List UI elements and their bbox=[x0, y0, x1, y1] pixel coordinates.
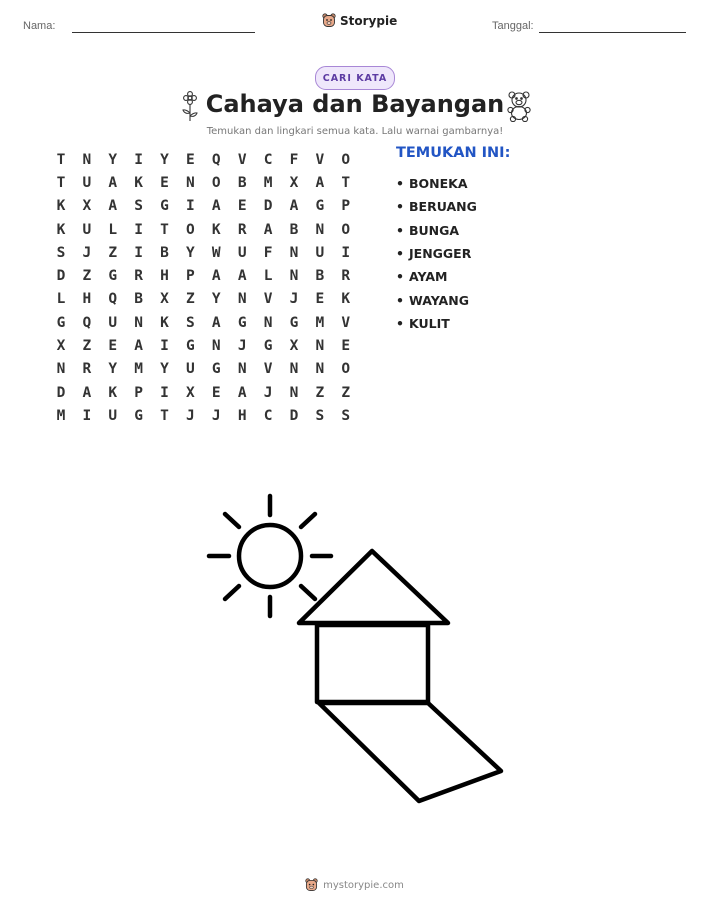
grid-letter[interactable]: V bbox=[341, 314, 351, 331]
grid-letter[interactable]: O bbox=[341, 151, 351, 168]
date-label: Tanggal: bbox=[492, 20, 534, 32]
grid-letter[interactable]: A bbox=[211, 198, 221, 215]
grid-letter[interactable]: Q bbox=[108, 291, 118, 308]
grid-letter[interactable]: P bbox=[341, 198, 351, 215]
bear-logo-icon bbox=[305, 878, 318, 892]
grid-letter[interactable]: U bbox=[186, 361, 195, 378]
word-list-item: • AYAM bbox=[396, 265, 477, 288]
footer bbox=[0, 878, 709, 892]
grid-letter[interactable]: Y bbox=[211, 291, 221, 308]
grid-letter[interactable]: G bbox=[289, 314, 299, 331]
word-search-grid[interactable] bbox=[48, 148, 359, 428]
grid-letter[interactable]: V bbox=[315, 151, 325, 168]
word-list-item: • JENGGER bbox=[396, 242, 477, 265]
house-drawing bbox=[299, 551, 448, 702]
grid-letter[interactable]: D bbox=[56, 268, 66, 285]
grid-letter[interactable]: I bbox=[160, 384, 169, 401]
grid-letter[interactable]: T bbox=[160, 407, 169, 424]
grid-letter[interactable]: N bbox=[82, 151, 92, 168]
grid-letter[interactable]: I bbox=[341, 244, 351, 261]
grid-letter[interactable]: A bbox=[211, 314, 221, 331]
grid-letter[interactable]: K bbox=[56, 198, 66, 215]
grid-letter[interactable]: J bbox=[186, 407, 195, 424]
grid-letter[interactable]: X bbox=[160, 291, 169, 308]
grid-letter[interactable]: H bbox=[237, 407, 247, 424]
grid-letter[interactable]: Y bbox=[160, 151, 169, 168]
grid-letter[interactable]: O bbox=[341, 361, 351, 378]
grid-letter[interactable]: Z bbox=[341, 384, 351, 401]
grid-letter[interactable]: I bbox=[82, 407, 92, 424]
grid-letter[interactable]: G bbox=[160, 198, 169, 215]
grid-letter[interactable]: G bbox=[134, 407, 143, 424]
grid-letter[interactable]: A bbox=[211, 268, 221, 285]
grid-letter[interactable]: N bbox=[315, 361, 325, 378]
grid-letter[interactable]: J bbox=[211, 407, 221, 424]
grid-letter[interactable]: N bbox=[315, 221, 325, 238]
word-list-item: • BUNGA bbox=[396, 219, 477, 242]
grid-letter[interactable]: S bbox=[56, 244, 66, 261]
grid-letter[interactable]: F bbox=[289, 151, 299, 168]
grid-letter[interactable]: F bbox=[263, 244, 273, 261]
grid-letter[interactable]: M bbox=[263, 174, 273, 191]
grid-letter[interactable]: E bbox=[237, 198, 247, 215]
grid-letter[interactable]: N bbox=[289, 361, 299, 378]
grid-letter[interactable]: Z bbox=[315, 384, 325, 401]
grid-letter[interactable]: T bbox=[56, 174, 66, 191]
grid-letter[interactable]: N bbox=[186, 174, 195, 191]
grid-letter[interactable]: G bbox=[56, 314, 66, 331]
grid-letter[interactable]: T bbox=[341, 174, 351, 191]
word-list-item: • BERUANG bbox=[396, 195, 477, 218]
grid-letter[interactable]: P bbox=[186, 268, 195, 285]
grid-letter[interactable]: D bbox=[289, 407, 299, 424]
grid-letter[interactable]: A bbox=[237, 384, 247, 401]
grid-letter[interactable]: U bbox=[315, 244, 325, 261]
grid-letter[interactable]: A bbox=[263, 221, 273, 238]
grid-letter[interactable]: B bbox=[160, 244, 169, 261]
instructions: Temukan dan lingkari semua kata. Lalu warnai gambarnya! bbox=[206, 126, 504, 137]
grid-letter[interactable]: Q bbox=[211, 151, 221, 168]
grid-letter[interactable]: T bbox=[56, 151, 66, 168]
brand-logo bbox=[322, 13, 397, 28]
grid-letter[interactable]: P bbox=[134, 384, 143, 401]
brand-name: Storypie bbox=[340, 13, 398, 28]
name-line[interactable] bbox=[72, 32, 255, 33]
grid-letter[interactable]: A bbox=[82, 384, 92, 401]
page-title: Cahaya dan Bayangan bbox=[205, 90, 505, 118]
grid-letter[interactable]: N bbox=[263, 314, 273, 331]
grid-letter[interactable]: E bbox=[186, 151, 195, 168]
footer-url[interactable]: mystorypie.com bbox=[323, 879, 404, 891]
grid-letter[interactable]: N bbox=[289, 244, 299, 261]
word-list-item: • BONEKA bbox=[396, 172, 477, 195]
grid-letter[interactable]: K bbox=[108, 384, 118, 401]
word-list bbox=[396, 172, 477, 335]
grid-letter[interactable]: H bbox=[160, 268, 169, 285]
grid-letter[interactable]: U bbox=[82, 221, 92, 238]
grid-letter[interactable]: D bbox=[56, 384, 66, 401]
grid-letter[interactable]: L bbox=[56, 291, 66, 308]
grid-letter[interactable]: H bbox=[82, 291, 92, 308]
house-shadow-drawing bbox=[319, 703, 501, 801]
grid-letter[interactable]: B bbox=[237, 174, 247, 191]
grid-letter[interactable]: U bbox=[237, 244, 247, 261]
grid-letter[interactable]: C bbox=[263, 151, 273, 168]
grid-letter[interactable]: E bbox=[160, 174, 169, 191]
grid-letter[interactable]: N bbox=[315, 338, 325, 355]
grid-letter[interactable]: N bbox=[134, 314, 143, 331]
grid-letter[interactable]: S bbox=[186, 314, 195, 331]
grid-letter[interactable]: M bbox=[56, 407, 66, 424]
grid-letter[interactable]: N bbox=[289, 268, 299, 285]
grid-letter[interactable]: R bbox=[341, 268, 351, 285]
name-label: Nama: bbox=[23, 20, 56, 32]
activity-badge: CARI KATA bbox=[315, 66, 395, 90]
grid-letter[interactable]: S bbox=[134, 198, 143, 215]
grid-letter[interactable]: N bbox=[237, 291, 247, 308]
grid-letter[interactable]: R bbox=[82, 361, 92, 378]
grid-letter[interactable]: E bbox=[315, 291, 325, 308]
grid-letter[interactable]: E bbox=[341, 338, 351, 355]
grid-letter[interactable]: N bbox=[56, 361, 66, 378]
grid-letter[interactable]: X bbox=[289, 174, 299, 191]
grid-letter[interactable]: N bbox=[237, 361, 247, 378]
grid-letter[interactable]: B bbox=[289, 221, 299, 238]
grid-letter[interactable]: Z bbox=[82, 268, 92, 285]
grid-letter[interactable]: V bbox=[263, 291, 273, 308]
grid-letter[interactable]: Y bbox=[186, 244, 195, 261]
grid-letter[interactable]: A bbox=[108, 198, 118, 215]
grid-letter[interactable]: Y bbox=[108, 361, 118, 378]
grid-letter[interactable]: Z bbox=[82, 338, 92, 355]
word-list-title: TEMUKAN INI: bbox=[396, 145, 511, 161]
grid-letter[interactable]: I bbox=[186, 198, 195, 215]
grid-letter[interactable]: J bbox=[237, 338, 247, 355]
grid-letter[interactable]: K bbox=[160, 314, 169, 331]
grid-letter[interactable]: J bbox=[82, 244, 92, 261]
grid-letter[interactable]: A bbox=[315, 174, 325, 191]
grid-letter[interactable]: E bbox=[108, 338, 118, 355]
grid-letter[interactable]: G bbox=[263, 338, 273, 355]
grid-letter[interactable]: V bbox=[263, 361, 273, 378]
grid-letter[interactable]: Y bbox=[160, 361, 169, 378]
date-line[interactable] bbox=[539, 32, 686, 33]
grid-letter[interactable]: G bbox=[108, 268, 118, 285]
grid-letter[interactable]: B bbox=[134, 291, 143, 308]
grid-letter[interactable]: A bbox=[134, 338, 143, 355]
grid-letter[interactable]: U bbox=[108, 407, 118, 424]
bear-logo-icon bbox=[322, 13, 336, 28]
grid-letter[interactable]: X bbox=[186, 384, 195, 401]
grid-letter[interactable]: Z bbox=[186, 291, 195, 308]
grid-letter[interactable]: G bbox=[186, 338, 195, 355]
sun-house-shadow-drawing[interactable] bbox=[200, 490, 510, 810]
grid-letter[interactable]: E bbox=[211, 384, 221, 401]
grid-letter[interactable]: N bbox=[289, 384, 299, 401]
word-list-item: • KULIT bbox=[396, 312, 477, 335]
grid-letter[interactable]: A bbox=[108, 174, 118, 191]
grid-letter[interactable]: A bbox=[237, 268, 247, 285]
grid-letter[interactable]: I bbox=[160, 338, 169, 355]
grid-letter[interactable]: L bbox=[263, 268, 273, 285]
grid-letter[interactable]: G bbox=[211, 361, 221, 378]
grid-letter[interactable]: B bbox=[315, 268, 325, 285]
grid-letter[interactable]: T bbox=[160, 221, 169, 238]
word-list-item: • WAYANG bbox=[396, 288, 477, 311]
grid-letter[interactable]: O bbox=[186, 221, 195, 238]
grid-letter[interactable]: S bbox=[315, 407, 325, 424]
grid-letter[interactable]: K bbox=[341, 291, 351, 308]
teddy-bear-icon bbox=[506, 90, 532, 122]
grid-letter[interactable]: G bbox=[237, 314, 247, 331]
grid-letter[interactable]: G bbox=[315, 198, 325, 215]
grid-letter[interactable]: K bbox=[134, 174, 143, 191]
grid-letter[interactable]: V bbox=[237, 151, 247, 168]
grid-letter[interactable]: K bbox=[56, 221, 66, 238]
grid-letter[interactable]: X bbox=[82, 198, 92, 215]
sun-drawing bbox=[209, 496, 331, 616]
grid-letter[interactable]: U bbox=[108, 314, 118, 331]
grid-letter[interactable]: M bbox=[134, 361, 143, 378]
grid-letter[interactable]: R bbox=[237, 221, 247, 238]
flower-icon bbox=[180, 91, 200, 123]
grid-letter[interactable]: O bbox=[341, 221, 351, 238]
grid-letter[interactable]: Y bbox=[108, 151, 118, 168]
grid-letter[interactable]: Z bbox=[108, 244, 118, 261]
grid-letter[interactable]: I bbox=[134, 221, 143, 238]
grid-letter[interactable]: N bbox=[211, 338, 221, 355]
grid-letter[interactable]: M bbox=[315, 314, 325, 331]
grid-letter[interactable]: J bbox=[263, 384, 273, 401]
grid-letter[interactable]: J bbox=[289, 291, 299, 308]
grid-letter[interactable]: O bbox=[211, 174, 221, 191]
grid-letter[interactable]: W bbox=[211, 244, 221, 261]
grid-letter[interactable]: I bbox=[134, 151, 143, 168]
grid-letter[interactable]: S bbox=[341, 407, 351, 424]
grid-letter[interactable]: U bbox=[82, 174, 92, 191]
grid-letter[interactable]: X bbox=[56, 338, 66, 355]
grid-letter[interactable]: D bbox=[263, 198, 273, 215]
grid-letter[interactable]: K bbox=[211, 221, 221, 238]
grid-letter[interactable]: X bbox=[289, 338, 299, 355]
grid-letter[interactable]: R bbox=[134, 268, 143, 285]
grid-letter[interactable]: L bbox=[108, 221, 118, 238]
grid-letter[interactable]: A bbox=[289, 198, 299, 215]
grid-letter[interactable]: I bbox=[134, 244, 143, 261]
grid-letter[interactable]: Q bbox=[82, 314, 92, 331]
grid-letter[interactable]: C bbox=[263, 407, 273, 424]
